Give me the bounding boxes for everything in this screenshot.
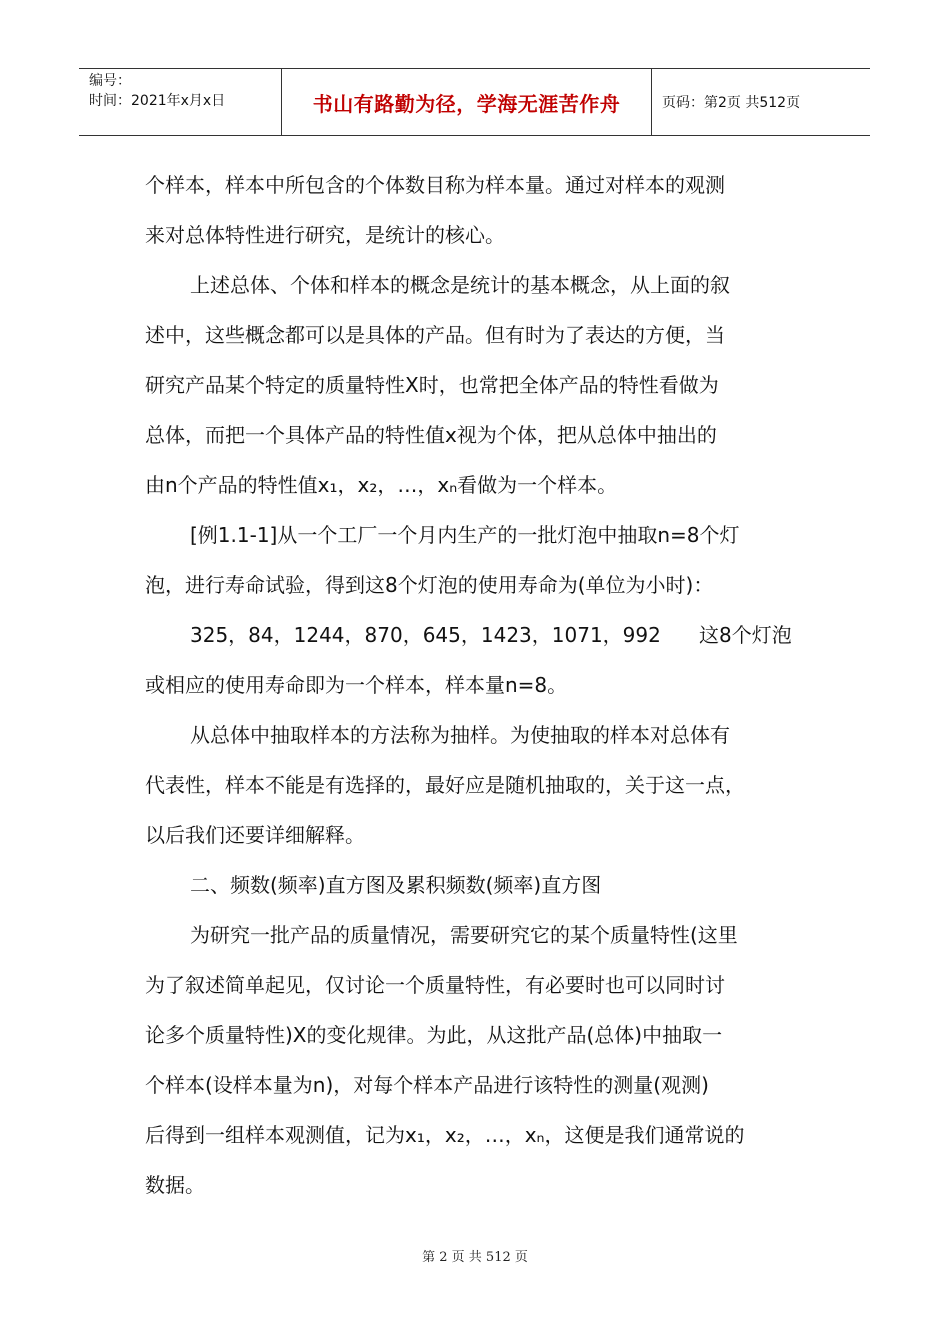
- body-line: 述中，这些概念都可以是具体的产品。但有时为了表达的方便，当: [145, 323, 725, 347]
- body-line: 泡，进行寿命试验，得到这8个灯泡的使用寿命为(单位为小时)：: [145, 573, 714, 597]
- body-line: 从总体中抽取样本的方法称为抽样。为使抽取的样本对总体有: [190, 723, 730, 747]
- header-meta: [79, 69, 282, 135]
- body-line: 总体，而把一个具体产品的特性值x视为个体，把从总体中抽出的: [145, 423, 717, 447]
- body-line: 论多个质量特性)X的变化规律。为此，从这批产品(总体)中抽取一: [145, 1023, 723, 1047]
- document-number-label: 编号：: [89, 73, 131, 89]
- header-motto: 书山有路勤为径，学海无涯苦作舟: [282, 69, 652, 135]
- body-line: 由n个产品的特性值x₁，x₂，…，xₙ看做为一个样本。: [145, 473, 618, 497]
- body-line: 来对总体特性进行研究，是统计的核心。: [145, 223, 505, 247]
- header-page-code: 页码：第2页 共512页: [662, 95, 801, 111]
- body-line: 为了叙述简单起见，仅讨论一个质量特性，有必要时也可以同时讨: [145, 973, 725, 997]
- page-footer: 第 2 页 共 512 页: [422, 1250, 528, 1265]
- body-line: 后得到一组样本观测值，记为x₁，x₂，…，xₙ，这便是我们通常说的: [145, 1123, 745, 1147]
- document-time-label: 时间：2021年x月x日: [89, 93, 226, 109]
- body-line: 上述总体、个体和样本的概念是统计的基本概念，从上面的叙: [190, 273, 730, 297]
- sample-values-line: 325，84，1244，870，645，1423，1071，992 这8个灯泡: [190, 623, 792, 647]
- body-line: 个样本，样本中所包含的个体数目称为样本量。通过对样本的观测: [145, 173, 725, 197]
- example-line: [例1.1-1]从一个工厂一个月内生产的一批灯泡中抽取n=8个灯: [190, 523, 740, 547]
- body-line: 为研究一批产品的质量情况，需要研究它的某个质量特性(这里: [190, 923, 738, 947]
- body-line: 个样本(设样本量为n)，对每个样本产品进行该特性的测量(观测): [145, 1073, 709, 1097]
- document-body: [145, 160, 815, 1210]
- body-line: 以后我们还要详细解释。: [145, 823, 365, 847]
- body-line: 研究产品某个特定的质量特性X时，也常把全体产品的特性看做为: [145, 373, 719, 397]
- section-heading: 二、频数(频率)直方图及累积频数(频率)直方图: [190, 873, 602, 897]
- body-line: 或相应的使用寿命即为一个样本，样本量n=8。: [145, 673, 568, 697]
- body-line: 数据。: [145, 1173, 205, 1197]
- page-header: [79, 68, 870, 136]
- body-line: 代表性，样本不能是有选择的，最好应是随机抽取的，关于这一点，: [145, 773, 745, 797]
